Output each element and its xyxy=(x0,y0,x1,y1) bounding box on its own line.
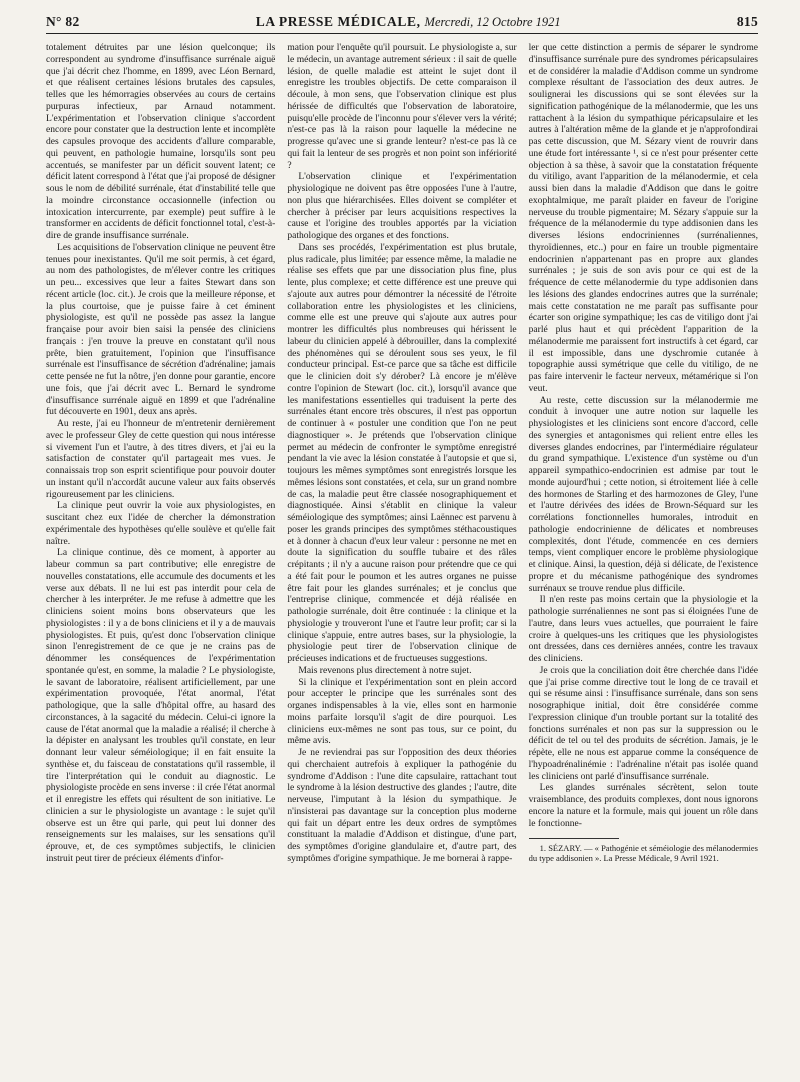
paragraph: La clinique peut ouvrir la voie aux physiologistes, en suscitant chez eux l'idée de chercher la démonstration expérimentale des hypothèses qu'elle soulève et qu'elle fait naître. xyxy=(46,500,276,547)
paragraph: Les glandes surrénales sécrètent, selon toute vraisemblance, des produits complexes, dont nous ignorons encore la nature et la formule, mais qui jouent un rôle dans le fonctionne- xyxy=(528,782,758,829)
column-3-body xyxy=(529,42,758,829)
paragraph: Au reste, j'ai eu l'honneur de m'entretenir dernièrement avec le professeur Gley de cette question qui nous intéresse si vivement l'un et l'autre, à des titres divers, et j'ai eu la satisfaction de constater qu'il partageait mes vues. Je connaissais trop son esprit scientifique pour pouvoir douter un instant qu'il n'accordât aucune valeur aux faits observés rigoureusement par les cliniciens. xyxy=(46,418,276,500)
paragraph: ler que cette distinction a permis de séparer le syndrome d'insuffisance surrénale pure des syndromes péricapsulaires et de considérer la maladie d'Addison comme un syndrome complexe résultant de l'association des deux autres. Je soulignerai les discussions qui se sont élevées sur la signification pathogénique de la mélanodermie, que les uns rattachent à la lésion du sympathique péricapsulaire et les autres à l'altération même de la glande et je n'approfondirai pas cette discussion, que M. Sézary vient de rouvrir dans une étude fort intéressante ¹, si ce n'est pour présenter cette objection à sa thèse, à savoir que la constatation fréquente du vitiligo, avant l'apparition de la mélanodermie, et cela aussi bien dans la maladie d'Addison que dans le goitre exophtalmique, me paraît plaider en faveur de l'origine nerveuse du trouble pigmentaire; M. Sézary s'appuie sur la fréquence de la mélanodermie du type addisonien dans les diverses lésions endocriniennes (surrénaliennes, thyroïdiennes, etc..) pour en faire un trouble pigmentaire endocrinien n'appartenant pas en propre aux glandes surrénales ; je suis de son avis pour ce qui est de la fréquence de cette mélanodermie du type addisonien dans les lésions des glandes endocrines autres que la surrénale; mais cette constatation ne me paraît pas suffisante pour écarter son origine sympathique; les cas de vitiligo dont j'ai parlé plus haut et qui précèdent l'apparition de la mélanodermie me paraissent fort instructifs à cet égard, car il est impossible, dans une dyschromie cutanée à topographie aussi symétrique que celle du vitiligo, de ne pas faire intervenir le facteur nerveux, métamérique si l'on veut. xyxy=(528,42,758,394)
footnote-rule xyxy=(529,838,619,839)
paragraph: Mais revenons plus directement à notre sujet. xyxy=(298,664,472,676)
paragraph: Il n'en reste pas moins certain que la physiologie et la pathologie surrénaliennes ne sont pas si éloignées l'une de l'autre, dans leurs vues actuelles, que pourraient le faire croire à quelques-uns les critiques que les physiologistes ont dressées, dans ces dernières années, contre les travaux des cliniciens. xyxy=(528,594,758,664)
paragraph: totalement détruites par une lésion quelconque; ils correspondent au syndrome d'insuffisance surrénale aiguë que j'ai décrit chez l'homme, en 1899, avec Léon Bernard, et que réalisent certaines lésions brutales des capsules, telles que les hémorragies observées au cours de certains purpuras infectieux, par Arnaud notamment. L'expérimentation et l'observation clinique s'accordent encore pour constater que la destruction lente et incomplète des capsules provoque des accidents d'allure comparable, qui peuvent, en pathologie humaine, lorsqu'ils sont peu accentués, se manifester par un déficit souvent latent; ce déficit latent correspond à l'état que j'ai proposé de désigner sous le nom de débilité surrénale, état d'instabilité telle que la moindre circonstance occasionnelle (infection ou intoxication intercurrente, par exemple) peut suffire à le transformer en accidents de déficit fonctionnel total, c'est-à-dire de grande insuffisance surrénale. xyxy=(46,42,276,241)
paragraph: La clinique continue, dès ce moment, à apporter au labeur commun sa part contributive; elle enregistre de nouvelles constatations, elle accumule des documents et les verse aux débats. Il ne lui est pas interdit pour cela de chercher à les interpréter. Je me refuse à admettre que les cliniciens soient moins bons observateurs que les physiologistes : il y a de bons cliniciens et il y a de mauvais physiologistes. Et puis, qu'est donc l'observation clinique sinon l'enregistrement de ce que je ne crains pas de dénommer les conséquences de l'expérimentation spontanée qu'est, en somme, la maladie ? Le physiologiste, le savant de laboratoire, réalisent artificiellement, par une expérimentation provoquée, l'état anormal, l'état pathologique, que la salle d'hôpital offre, au hasard des circonstances, à la sagacité du médecin. Celui-ci ignore la cause de l'état anormal que la maladie a réalisé; il cherche à la dépister en analysant les troubles qu'il constate, en leur donnant leur valeur séméiologique; il en fait ensuite la synthèse et, du faisceau de constatations qu'il rassemble, il tire l'interprétation qui le conduit au diagnostic. Le physiologiste procède en sens inverse : il crée l'état anormal et il enregistre les effets qui résultent de son initiative. Le clinicien a sur le physiologiste un avantage : le sujet qu'il observe est un être qui parle, qui peut lui donner des renseignements sur les malaises, sur les sensations qu'il éprouve, et, de ces symptômes subjectifs, le clinicien instruit peut tirer de précieux éléments d'infor- xyxy=(46,547,276,864)
issue-date: Mercredi, 12 Octobre 1921 xyxy=(424,15,561,29)
paragraph: Je ne reviendrai pas sur l'opposition des deux théories qui cherchaient autrefois à expliquer la pathogénie du syndrome d'Addison : l'une dite capsulaire, rattachant tout le syndrome à la lésion destructive des glandes ; l'autre, dite nerveuse, l'imputant à la lésion du sympathique. Je n'insisterai pas davantage sur la conception plus moderne qui fait un départ entre les deux ordres de symptômes constituant la maladie d'Addison et distingue, d'une part, des symptômes d'origine glandulaire et, d'autre part, des symptômes d'origine sympathique. Je me bornerai à rappe- xyxy=(287,747,517,864)
text-column-1 xyxy=(46,42,275,865)
paragraph: mation pour l'enquête qu'il poursuit. Le physiologiste a, sur le médecin, un avantage autrement sérieux : il sait de quelle lésion, de quelle maladie est atteint le sujet dont il enregistre les troubles objectifs. De cette comparaison il découle, à mon sens, que l'observation clinique est plus hérissée de difficultés que l'observation de laboratoire, puisqu'elle procède de l'inconnu pour s'élever vers la vérité; n'est-ce pas là la raison pour laquelle la médecine ne progresse qu'avec une si grande lenteur? n'est-ce pas là ce qui fait la lenteur de ses progrès et non point son infériorité ? xyxy=(287,42,517,171)
page-number: 815 xyxy=(736,14,758,29)
paragraph: Au reste, cette discussion sur la mélanodermie me conduit à invoquer une autre notion sur laquelle les physiologistes et les cliniciens sont encore d'accord, celle des synergies et antagonismes qui relient entre elles les diverses glandes endocrines, par l'intermédiaire régulateur du grand sympathique. L'existence d'un système ou d'un appareil sympathico-endocrinien est admise par tout le monde aujourd'hui ; cette notion, si étroitement liée à celle des hormones de Starling et des harmozones de Gley, l'une et l'autre dérivées des idées de Brown-Séquard sur les corrélations fonctionnelles humorales, introduit en pathologie endocrinienne de délicates et nombreuses complexités, dont l'étude, commencée en ces derniers temps, vient compliquer encore le problème physiologique et clinique. Ainsi, la question, déjà si délicate, de l'existence propre et du mécanisme pathogénique des syndromes surrénaux se trouve rendue plus difficile. xyxy=(528,394,758,594)
journal-title: LA PRESSE MÉDICALE, xyxy=(255,14,421,29)
page-header xyxy=(46,14,758,34)
paragraph: L'observation clinique et l'expérimentation physiologique ne doivent pas être opposées l'une à l'autre, non plus que hiérarchisées. Elles doivent se compléter et chercher à préciser par leurs acquisitions respectives la cause et l'origine des troubles apportés par la viciation pathologique des organes et des fonctions. xyxy=(287,171,517,241)
paragraph: Dans ses procédés, l'expérimentation est plus brutale, plus radicale, plus limitée; par essence même, la maladie ne réalise ses effets que par une dissociation plus fine, plus lente, plus complexe; et cette différence est une preuve qui s'ajoute aux autres pour démontrer la nécessité de l'étroite collaboration entre les physiologistes et les cliniciens, comme elle est une preuve qui s'ajoute aux autres pour montrer les difficultés plus nombreuses qui hérissent le labeur du clinicien appelé à débrouiller, dans la complexité des phénomènes qui se déroulent sous ses yeux, le fil conducteur principal. Est-ce parce que sa tâche est difficile que le clinicien doit s'y dérober? Là encore je m'élève contre l'opinion de Stewart (loc. cit.), lorsqu'il avance que les manifestations essentielles qui traduisent la perte des surrénales étant encore très obscures, il n'est pas opportun de continuer à « postuler une condition que l'on ne peut diagnostiquer ». Je prétends que l'observation clinique permet au médecin de confronter le symptôme enregistré pendant la vie avec la lésion constatée à l'autopsie et que si, toujours les mêmes symptômes sont enregistrés lorsque les mêmes lésions sont constatées, et cela, sur un grand nombre de cas, la maladie peut être classée nosographiquement et diagnostiquée. Ainsi s'établit en clinique la valeur séméiologique des symptômes; ainsi Laënnec est parvenu à poser les grands principes des symptômes stéthacoustiques et à donner à chacun d'eux leur valeur : personne ne met en doute la signification du souffle tubaire et des râles crépitants ; il n'y a aucune raison pour prétendre que ce qui a été fait pour le poumon et les autres organes ne puisse être fait pour les glandes surrénales; et je conclus que l'entreprise clinique, commencée et déjà réalisée en pathologie surrénale, doit être continuée : la clinique et la physiologie y trouveront l'une et l'autre leur profit; car si la clinique s'appuie, entre autres bases, sur la physiologie, la physiologie peut tirer de l'observation clinique de précieuses indications et de fructueuses suggestions. xyxy=(287,241,517,664)
issue-number: N° 82 xyxy=(46,14,80,29)
running-title xyxy=(256,14,561,30)
footnote: 1. SÉZARY. — « Pathogénie et séméiologie des mélanodermies du type addisonien ». La Presse Médicale, 9 Avril 1921. xyxy=(528,843,758,864)
paragraph: Les acquisitions de l'observation clinique ne peuvent être tenues pour inexistantes. Qu'il me soit permis, à cet égard, au nom des pathologistes, de m'élever contre les critiques un peu... excessives que leur a faites Stewart dans son récent article (loc. cit.). Je crois que la meilleure réponse, et la plus courtoise, que je puisse faire à cet éminent physiologiste, est qu'il ne possède pas assez la langue française pour avoir bien saisi la pensée des cliniciens français : j'en trouve la preuve en constatant qu'il nous prête, bien gratuitement, l'opinion que l'insuffisance surrénale est l'insuffisance de sécrétion d'adrénaline; jamais cette pensée ne fut la nôtre, j'en donne pour garantie, encore une fois, que j'ai décrit avec L. Bernard le syndrome d'insuffisance surrénale aiguë en 1899 et que l'adrénaline fut découverte en 1901, deux ans après. xyxy=(46,241,276,418)
text-column-2 xyxy=(287,42,516,865)
paragraph: Je crois que la conciliation doit être cherchée dans l'idée que j'ai prise comme directive tout le long de ce travail et qui se résume ainsi : l'insuffisance surrénale, dans son sens nosographique initial, doit être considérée comme l'expression clinique d'un trouble portant sur la totalité des fonctions surrénales et non pas sur la suppression ou le déficit de tel ou tel des produits de sécrétion. Jamais, je le répète, elle ne nous est apparue comme la conséquence de l'hypoadrénalinémie : l'adrénaline n'était pas isolée quand les cliniciens ont parlé d'insuffisance surrénale. xyxy=(528,664,758,782)
article-columns xyxy=(46,42,758,865)
paragraph: Si la clinique et l'expérimentation sont en plein accord pour accepter le principe que les surrénales sont des organes indispensables à la vie, elles sont en harmonie moins parfaite lorsqu'il s'agit de dire pourquoi. Les cliniciens eux-mêmes ne sont pas tous, sur ce point, du même avis. xyxy=(287,676,517,747)
text-column-3 xyxy=(529,42,758,865)
